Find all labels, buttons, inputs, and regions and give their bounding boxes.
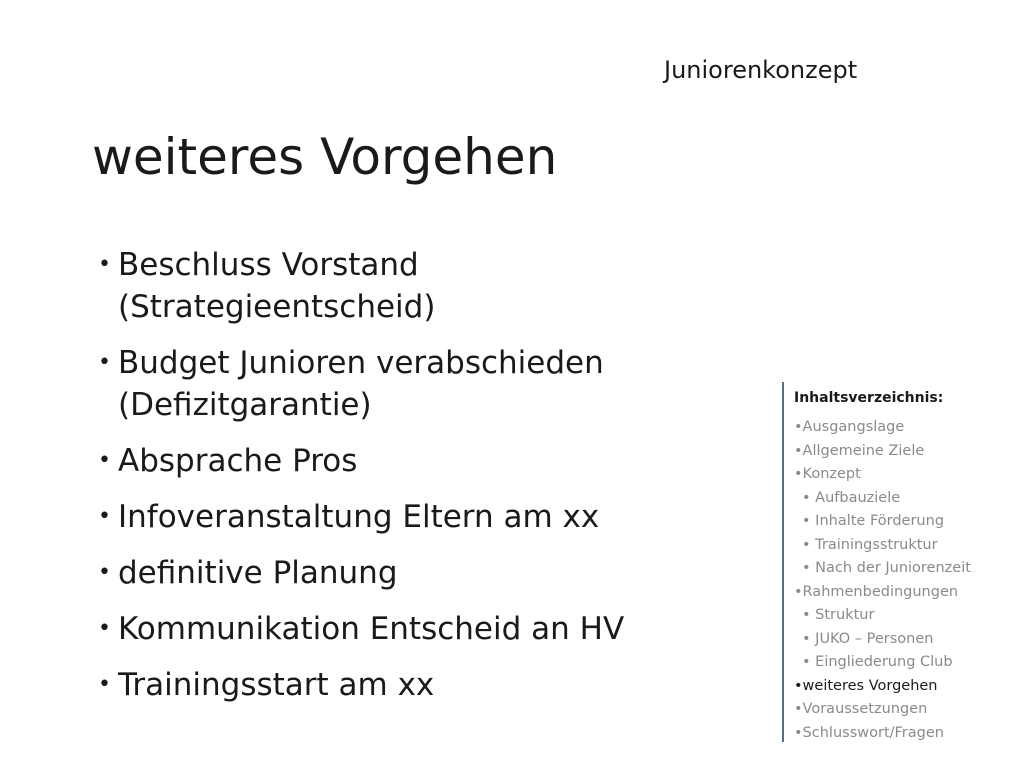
toc-item-aufbauziele[interactable]: • Aufbauziele [802, 489, 901, 506]
bullet-text: (Defizitgarantie) [118, 387, 372, 423]
toc-item-ausgangslage[interactable]: •Ausgangslage [794, 419, 905, 435]
bullet-item [98, 342, 738, 426]
toc-item-inhalte-foerderung[interactable]: • Inhalte Förderung [802, 513, 945, 529]
bullet-text: • Trainingsstart am xx [118, 667, 435, 703]
toc-item-voraussetzungen[interactable]: •Voraussetzungen [794, 701, 928, 717]
bullet-text: • Beschluss Vorstand [118, 247, 419, 283]
bullet-text: • Kommunikation Entscheid an HV [118, 611, 625, 647]
bullet-list [98, 244, 738, 720]
toc-item-nach-der-juniorenzeit[interactable]: • Nach der Juniorenzeit [802, 560, 971, 576]
toc-item-weiteres-vorgehen[interactable]: •weiteres Vorgehen [794, 677, 938, 694]
toc-item-rahmenbedingungen[interactable]: •Rahmenbedingungen [794, 583, 959, 600]
bullet-text: • Infoveranstaltung Eltern am xx [118, 499, 600, 535]
bullet-text: • Absprache Pros [118, 443, 358, 479]
toc-list [794, 416, 1014, 745]
toc-item-eingliederung-club[interactable]: • Eingliederung Club [802, 654, 953, 670]
toc-item-struktur[interactable]: • Struktur [802, 607, 875, 623]
toc-heading: Inhaltsverzeichnis: [794, 390, 944, 406]
toc-item-schlusswort-fragen[interactable]: •Schlusswort/Fragen [794, 724, 944, 741]
toc-item-konzept[interactable]: •Konzept [794, 466, 861, 482]
bullet-item [98, 608, 738, 650]
bullet-item [98, 244, 738, 328]
table-of-contents [782, 382, 1014, 742]
bullet-item [98, 552, 738, 594]
bullet-text: • Budget Junioren verabschieden [118, 345, 604, 381]
toc-item-allgemeine-ziele[interactable]: •Allgemeine Ziele [794, 442, 925, 459]
toc-item-trainingsstruktur[interactable]: • Trainingsstruktur [802, 536, 938, 553]
slide-title: weiteres Vorgehen [92, 128, 558, 186]
header-label: Juniorenkonzept [664, 56, 858, 84]
bullet-item [98, 496, 738, 538]
bullet-item [98, 664, 738, 706]
bullet-text: • definitive Planung [118, 555, 398, 591]
bullet-item [98, 440, 738, 482]
toc-item-juko-personen[interactable]: • JUKO – Personen [802, 630, 934, 647]
bullet-text: (Strategieentscheid) [118, 289, 436, 325]
